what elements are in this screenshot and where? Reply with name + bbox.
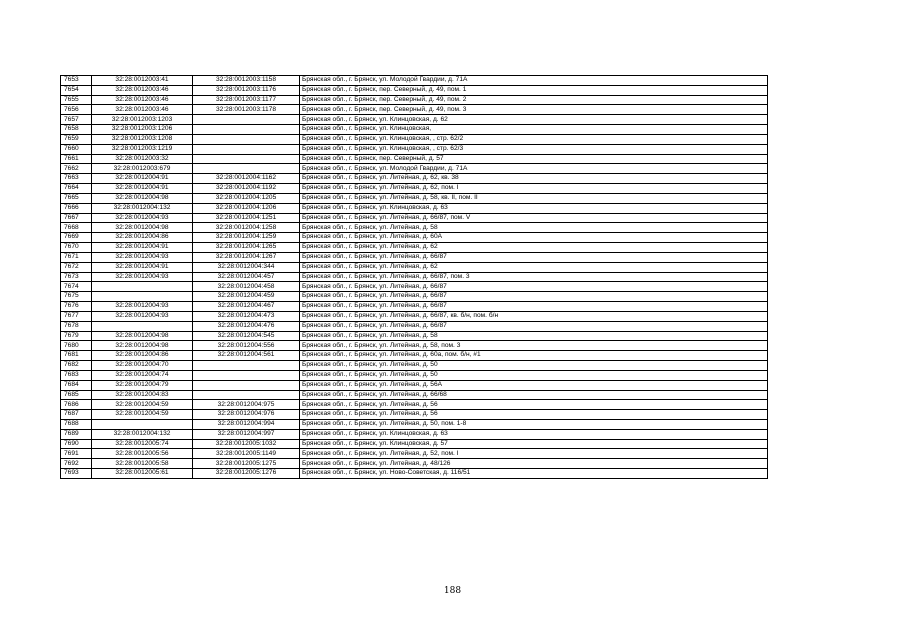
- object-number-cell: 32:28:0012005:1032: [193, 439, 300, 449]
- parcel-number-cell: 32:28:0012004:91: [92, 262, 193, 272]
- object-number-cell: 32:28:0012004:467: [193, 302, 300, 312]
- parcel-number-cell: 32:28:0012004:93: [92, 311, 193, 321]
- address-cell: Брянская обл., г. Брянск, пер. Северный, д. 49, пом. 1: [300, 85, 768, 95]
- parcel-number-cell: 32:28:0012004:79: [92, 380, 193, 390]
- address-cell: Брянская обл., г. Брянск, ул. Клинцовская, , стр. 62/2: [300, 134, 768, 144]
- table-row: [61, 252, 768, 262]
- object-number-cell: [193, 370, 300, 380]
- row-number-cell: 7686: [61, 400, 92, 410]
- row-number-cell: 7673: [61, 272, 92, 282]
- address-cell: Брянская обл., г. Брянск, ул. Литейная, д. 50, пом. 1-8: [300, 419, 768, 429]
- row-number-cell: 7675: [61, 292, 92, 302]
- address-cell: Брянская обл., г. Брянск, ул. Литейная, д. 66/87: [300, 292, 768, 302]
- table-row: [61, 361, 768, 371]
- row-number-cell: 7690: [61, 439, 92, 449]
- row-number-cell: 7688: [61, 419, 92, 429]
- object-number-cell: [193, 380, 300, 390]
- object-number-cell: 32:28:0012003:1177: [193, 95, 300, 105]
- cadastral-table: [60, 75, 768, 479]
- table-row: [61, 125, 768, 135]
- parcel-number-cell: 32:28:0012003:1206: [92, 125, 193, 135]
- row-number-cell: 7684: [61, 380, 92, 390]
- address-cell: Брянская обл., г. Брянск, ул. Литейная, д. 62: [300, 262, 768, 272]
- object-number-cell: 32:28:0012004:459: [193, 292, 300, 302]
- row-number-cell: 7664: [61, 184, 92, 194]
- table-row: [61, 341, 768, 351]
- table-row: [61, 262, 768, 272]
- row-number-cell: 7679: [61, 331, 92, 341]
- parcel-number-cell: 32:28:0012005:56: [92, 449, 193, 459]
- address-cell: Брянская обл., г. Брянск, ул. Клинцовская,: [300, 125, 768, 135]
- address-cell: Брянская обл., г. Брянск, ул. Литейная, д. 66/87: [300, 282, 768, 292]
- address-cell: Брянская обл., г. Брянск, ул. Клинцовская, д. 63: [300, 203, 768, 213]
- object-number-cell: 32:28:0012004:976: [193, 410, 300, 420]
- address-cell: Брянская обл., г. Брянск, ул. Литейная, д. 66/87: [300, 321, 768, 331]
- object-number-cell: 32:28:0012004:458: [193, 282, 300, 292]
- row-number-cell: 7666: [61, 203, 92, 213]
- parcel-number-cell: 32:28:0012004:86: [92, 351, 193, 361]
- parcel-number-cell: 32:28:0012004:91: [92, 184, 193, 194]
- table-row: [61, 380, 768, 390]
- address-cell: Брянская обл., г. Брянск, ул. Литейная, д. 56А: [300, 380, 768, 390]
- row-number-cell: 7658: [61, 125, 92, 135]
- table-row: [61, 429, 768, 439]
- table-row: [61, 400, 768, 410]
- table-row: [61, 282, 768, 292]
- object-number-cell: 32:28:0012004:1162: [193, 174, 300, 184]
- parcel-number-cell: [92, 321, 193, 331]
- parcel-number-cell: 32:28:0012003:1219: [92, 144, 193, 154]
- row-number-cell: 7680: [61, 341, 92, 351]
- table-row: [61, 439, 768, 449]
- table-row: [61, 292, 768, 302]
- address-cell: Брянская обл., г. Брянск, ул. Литейная, д. 66/87, кв. б/н, пом. б/н: [300, 311, 768, 321]
- address-cell: Брянская обл., г. Брянск, ул. Литейная, д. 58, пом. 3: [300, 341, 768, 351]
- table-row: [61, 233, 768, 243]
- parcel-number-cell: 32:28:0012004:83: [92, 390, 193, 400]
- row-number-cell: 7670: [61, 243, 92, 253]
- object-number-cell: 32:28:0012004:473: [193, 311, 300, 321]
- row-number-cell: 7676: [61, 302, 92, 312]
- table-row: [61, 193, 768, 203]
- table-row: [61, 469, 768, 479]
- row-number-cell: 7653: [61, 76, 92, 86]
- address-cell: Брянская обл., г. Брянск, ул. Клинцовская, , стр. 62/3: [300, 144, 768, 154]
- row-number-cell: 7655: [61, 95, 92, 105]
- row-number-cell: 7672: [61, 262, 92, 272]
- row-number-cell: 7667: [61, 213, 92, 223]
- object-number-cell: 32:28:0012004:556: [193, 341, 300, 351]
- table-row: [61, 321, 768, 331]
- object-number-cell: [193, 144, 300, 154]
- page-number: 188: [443, 586, 462, 596]
- row-number-cell: 7683: [61, 370, 92, 380]
- parcel-number-cell: 32:28:0012004:98: [92, 223, 193, 233]
- parcel-number-cell: 32:28:0012003:1203: [92, 115, 193, 125]
- parcel-number-cell: 32:28:0012003:46: [92, 85, 193, 95]
- row-number-cell: 7678: [61, 321, 92, 331]
- address-cell: Брянская обл., г. Брянск, ул. Клинцовская, д. 63: [300, 429, 768, 439]
- table-row: [61, 95, 768, 105]
- row-number-cell: 7685: [61, 390, 92, 400]
- parcel-number-cell: 32:28:0012004:70: [92, 361, 193, 371]
- address-cell: Брянская обл., г. Брянск, ул. Литейная, д. 56: [300, 410, 768, 420]
- address-cell: Брянская обл., г. Брянск, ул. Литейная, д. 62: [300, 243, 768, 253]
- row-number-cell: 7687: [61, 410, 92, 420]
- table-row: [61, 223, 768, 233]
- address-cell: Брянская обл., г. Брянск, пер. Северный, д. 57: [300, 154, 768, 164]
- row-number-cell: 7691: [61, 449, 92, 459]
- parcel-number-cell: 32:28:0012004:132: [92, 203, 193, 213]
- address-cell: Брянская обл., г. Брянск, ул. Литейная, д. 58: [300, 331, 768, 341]
- row-number-cell: 7671: [61, 252, 92, 262]
- address-cell: Брянская обл., г. Брянск, ул. Литейная, д. 60а, пом. б/н, #1: [300, 351, 768, 361]
- row-number-cell: 7663: [61, 174, 92, 184]
- parcel-number-cell: 32:28:0012003:41: [92, 76, 193, 86]
- object-number-cell: 32:28:0012005:1275: [193, 459, 300, 469]
- object-number-cell: 32:28:0012004:1258: [193, 223, 300, 233]
- object-number-cell: 32:28:0012004:1205: [193, 193, 300, 203]
- address-cell: Брянская обл., г. Брянск, пер. Северный, д. 49, пом. 3: [300, 105, 768, 115]
- object-number-cell: 32:28:0012004:1192: [193, 184, 300, 194]
- parcel-number-cell: 32:28:0012003:679: [92, 164, 193, 174]
- object-number-cell: 32:28:0012004:1259: [193, 233, 300, 243]
- address-cell: Брянская обл., г. Брянск, ул. Литейная, д. 50: [300, 370, 768, 380]
- address-cell: Брянская обл., г. Брянск, ул. Литейная, д. 48/126: [300, 459, 768, 469]
- object-number-cell: [193, 134, 300, 144]
- parcel-number-cell: 32:28:0012004:98: [92, 193, 193, 203]
- address-cell: Брянская обл., г. Брянск, ул. Литейная, д. 60А: [300, 233, 768, 243]
- parcel-number-cell: 32:28:0012004:91: [92, 174, 193, 184]
- object-number-cell: 32:28:0012003:1158: [193, 76, 300, 86]
- address-cell: Брянская обл., г. Брянск, ул. Литейная, д. 66/68: [300, 390, 768, 400]
- row-number-cell: 7677: [61, 311, 92, 321]
- address-cell: Брянская обл., г. Брянск, ул. Клинцовская, д. 62: [300, 115, 768, 125]
- object-number-cell: 32:28:0012004:1251: [193, 213, 300, 223]
- address-cell: Брянская обл., г. Брянск, ул. Литейная, д. 66/87, пом. V: [300, 213, 768, 223]
- row-number-cell: 7662: [61, 164, 92, 174]
- parcel-number-cell: 32:28:0012004:86: [92, 233, 193, 243]
- address-cell: Брянская обл., г. Брянск, ул. Литейная, д. 56: [300, 400, 768, 410]
- table-row: [61, 449, 768, 459]
- parcel-number-cell: 32:28:0012004:91: [92, 243, 193, 253]
- parcel-number-cell: 32:28:0012003:46: [92, 105, 193, 115]
- parcel-number-cell: 32:28:0012004:132: [92, 429, 193, 439]
- table-row: [61, 302, 768, 312]
- address-cell: Брянская обл., г. Брянск, ул. Клинцовская, д. 57: [300, 439, 768, 449]
- table-row: [61, 105, 768, 115]
- parcel-number-cell: 32:28:0012005:58: [92, 459, 193, 469]
- parcel-number-cell: 32:28:0012004:93: [92, 272, 193, 282]
- object-number-cell: 32:28:0012004:457: [193, 272, 300, 282]
- parcel-number-cell: [92, 282, 193, 292]
- object-number-cell: 32:28:0012004:975: [193, 400, 300, 410]
- parcel-number-cell: 32:28:0012004:93: [92, 213, 193, 223]
- table-row: [61, 134, 768, 144]
- row-number-cell: 7682: [61, 361, 92, 371]
- parcel-number-cell: 32:28:0012004:98: [92, 331, 193, 341]
- table-row: [61, 76, 768, 86]
- table-row: [61, 85, 768, 95]
- object-number-cell: [193, 390, 300, 400]
- parcel-number-cell: 32:28:0012004:59: [92, 410, 193, 420]
- object-number-cell: [193, 154, 300, 164]
- parcel-number-cell: [92, 419, 193, 429]
- table-row: [61, 154, 768, 164]
- address-cell: Брянская обл., г. Брянск, ул. Литейная, д. 62, пом. I: [300, 184, 768, 194]
- address-cell: Брянская обл., г. Брянск, пер. Северный, д. 49, пом. 2: [300, 95, 768, 105]
- row-number-cell: 7661: [61, 154, 92, 164]
- table-row: [61, 213, 768, 223]
- row-number-cell: 7660: [61, 144, 92, 154]
- table-row: [61, 203, 768, 213]
- parcel-number-cell: 32:28:0012003:46: [92, 95, 193, 105]
- row-number-cell: 7659: [61, 134, 92, 144]
- table-row: [61, 272, 768, 282]
- address-cell: Брянская обл., г. Брянск, ул. Литейная, д. 50: [300, 361, 768, 371]
- object-number-cell: [193, 361, 300, 371]
- table-row: [61, 174, 768, 184]
- address-cell: Брянская обл., г. Брянск, ул. Литейная, д. 58: [300, 223, 768, 233]
- row-number-cell: 7674: [61, 282, 92, 292]
- parcel-number-cell: 32:28:0012004:93: [92, 252, 193, 262]
- address-cell: Брянская обл., г. Брянск, ул. Литейная, д. 66/87: [300, 252, 768, 262]
- object-number-cell: 32:28:0012004:1267: [193, 252, 300, 262]
- object-number-cell: 32:28:0012003:1176: [193, 85, 300, 95]
- object-number-cell: 32:28:0012004:561: [193, 351, 300, 361]
- parcel-number-cell: 32:28:0012004:59: [92, 400, 193, 410]
- table-row: [61, 370, 768, 380]
- table-row: [61, 459, 768, 469]
- table-row: [61, 331, 768, 341]
- object-number-cell: [193, 125, 300, 135]
- table-row: [61, 351, 768, 361]
- table-row: [61, 419, 768, 429]
- parcel-number-cell: 32:28:0012003:1208: [92, 134, 193, 144]
- object-number-cell: 32:28:0012004:1206: [193, 203, 300, 213]
- table-row: [61, 410, 768, 420]
- table-row: [61, 144, 768, 154]
- address-cell: Брянская обл., г. Брянск, ул. Молодой Гвардии, д. 71А: [300, 164, 768, 174]
- row-number-cell: 7668: [61, 223, 92, 233]
- row-number-cell: 7656: [61, 105, 92, 115]
- address-cell: Брянская обл., г. Брянск, ул. Литейная, д. 66/87: [300, 302, 768, 312]
- parcel-number-cell: 32:28:0012004:93: [92, 302, 193, 312]
- row-number-cell: 7654: [61, 85, 92, 95]
- object-number-cell: [193, 164, 300, 174]
- parcel-number-cell: 32:28:0012005:61: [92, 469, 193, 479]
- table-row: [61, 243, 768, 253]
- table-row: [61, 184, 768, 194]
- parcel-number-cell: 32:28:0012003:32: [92, 154, 193, 164]
- row-number-cell: 7692: [61, 459, 92, 469]
- row-number-cell: 7665: [61, 193, 92, 203]
- object-number-cell: 32:28:0012004:476: [193, 321, 300, 331]
- row-number-cell: 7657: [61, 115, 92, 125]
- object-number-cell: 32:28:0012003:1178: [193, 105, 300, 115]
- object-number-cell: 32:28:0012004:1265: [193, 243, 300, 253]
- address-cell: Брянская обл., г. Брянск, ул. Литейная, д. 62, кв. 38: [300, 174, 768, 184]
- table-row: [61, 311, 768, 321]
- table-row: [61, 115, 768, 125]
- parcel-number-cell: [92, 292, 193, 302]
- object-number-cell: 32:28:0012005:1276: [193, 469, 300, 479]
- object-number-cell: 32:28:0012004:997: [193, 429, 300, 439]
- object-number-cell: 32:28:0012004:545: [193, 331, 300, 341]
- row-number-cell: 7681: [61, 351, 92, 361]
- row-number-cell: 7689: [61, 429, 92, 439]
- parcel-number-cell: 32:28:0012004:98: [92, 341, 193, 351]
- address-cell: Брянская обл., г. Брянск, ул. Литейная, д. 58, кв. II, пом. II: [300, 193, 768, 203]
- object-number-cell: [193, 115, 300, 125]
- table-row: [61, 390, 768, 400]
- address-cell: Брянская обл., г. Брянск, ул. Молодой Гвардии, д. 71А: [300, 76, 768, 86]
- address-cell: Брянская обл., г. Брянск, ул. Ново-Советская, д. 116/51: [300, 469, 768, 479]
- parcel-number-cell: 32:28:0012005:74: [92, 439, 193, 449]
- row-number-cell: 7693: [61, 469, 92, 479]
- table-row: [61, 164, 768, 174]
- object-number-cell: 32:28:0012004:344: [193, 262, 300, 272]
- object-number-cell: 32:28:0012004:994: [193, 419, 300, 429]
- object-number-cell: 32:28:0012005:1149: [193, 449, 300, 459]
- table-body: [61, 76, 768, 479]
- parcel-number-cell: 32:28:0012004:74: [92, 370, 193, 380]
- address-cell: Брянская обл., г. Брянск, ул. Литейная, д. 66/87, пом. 3: [300, 272, 768, 282]
- row-number-cell: 7669: [61, 233, 92, 243]
- address-cell: Брянская обл., г. Брянск, ул. Литейная, д. 52, пом. I: [300, 449, 768, 459]
